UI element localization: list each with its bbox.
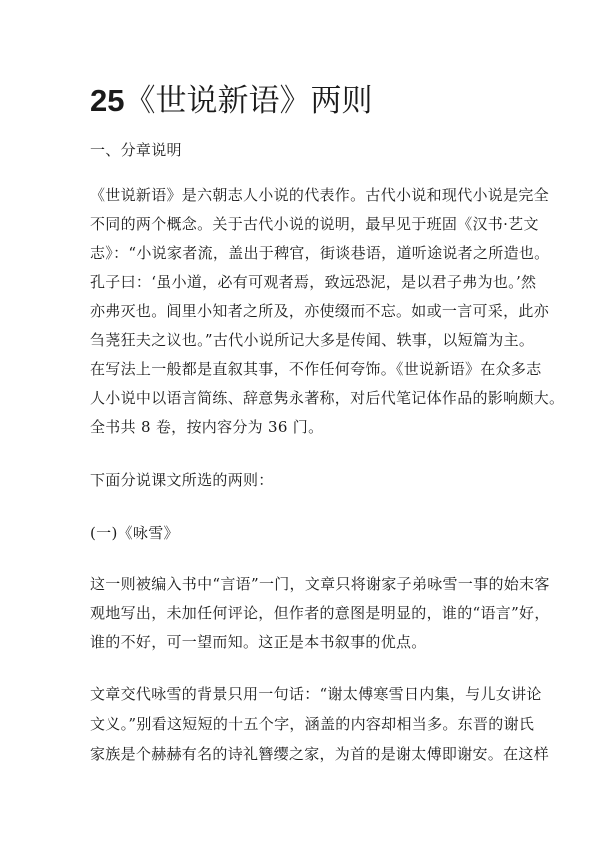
- transition-line: 下面分说课文所选的两则：: [90, 471, 274, 489]
- paragraph-line: 刍荛狂夫之议也。”古代小说所记大多是传闻、轶事，以短篇为主。: [90, 331, 535, 349]
- paragraph-line: 家族是个赫赫有名的诗礼簪缨之家，为首的是谢太傅即谢安。在这样: [90, 745, 550, 763]
- page-title: [90, 80, 372, 122]
- subsection-heading: (一)《咏雪》: [90, 524, 179, 542]
- paragraph-line: 亦弗灭也。闾里小知者之所及，亦使缀而不忘。如或一言可采，此亦: [90, 302, 550, 320]
- paragraph-line: 全书共 8 卷，按内容分为 36 门。: [90, 418, 324, 436]
- paragraph-line: 不同的两个概念。关于古代小说的说明，最早见于班固《汉书·艺文: [90, 215, 539, 233]
- title-text: 《世说新语》两则: [124, 83, 373, 119]
- paragraph-line: 谁的不好，可一望而知。这正是本书叙事的优点。: [90, 633, 427, 651]
- paragraph-line: 人小说中以语言简练、辞意隽永著称，对后代笔记体作品的影响颇大。: [90, 389, 565, 407]
- paragraph-line: 在写法上一般都是直叙其事，不作任何夸饰。《世说新语》在众多志: [90, 360, 542, 378]
- section-heading: 一、分章说明: [90, 141, 182, 159]
- paragraph-line: 文章交代咏雪的背景只用一句话：“谢太傅寒雪日内集，与儿女讲论: [90, 685, 542, 703]
- paragraph-line: 孔子曰：‘虽小道，必有可观者焉，致远恐泥，是以君子弗为也。’然: [90, 273, 537, 291]
- paragraph-line: 志》：“小说家者流，盖出于稗官，街谈巷语，道听途说者之所造也。: [90, 244, 550, 262]
- paragraph-line: 观地写出，未加任何评论，但作者的意图是明显的，谁的“语言”好，: [90, 604, 550, 622]
- paragraph-line: 《世说新语》是六朝志人小说的代表作。古代小说和现代小说是完全: [90, 186, 550, 204]
- paragraph-line: 文义。”别看这短短的十五个字，涵盖的内容却相当多。东晋的谢氏: [90, 715, 535, 733]
- title-number: 25: [90, 83, 125, 118]
- paragraph-line: 这一则被编入书中“言语”一门，文章只将谢家子弟咏雪一事的始末客: [90, 575, 550, 593]
